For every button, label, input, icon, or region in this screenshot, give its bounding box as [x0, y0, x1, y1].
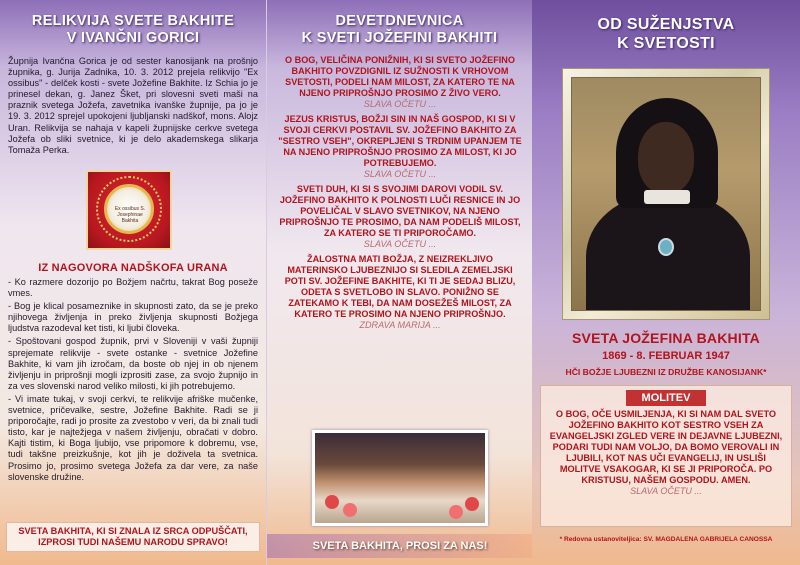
list-item: - Bog je klical posameznike in skupnosti zato, da se je preko njihovega življenja in preko življenja skupnosti Božjega ljudstva razodeval ket tisti, ki ljubi človeka.: [8, 301, 258, 334]
prayer-text: O BOG, VELIČINA PONIŽNIH, KI SI SVETO JOŽEFINO BAKHITO POVZDIGNIL IZ SUŽNOSTI K VRHOVOM SVETOSTI, PODELI NAM MILOST, ZA KATERO TE NA NJENO PRIPROŠNJO PROSIMO Z ŽIVO VERO.: [285, 55, 515, 98]
prayer-refrain: SLAVA OČETU ...: [363, 239, 437, 249]
novena-prayers: [277, 55, 523, 335]
title-line-2: K SVETI JOŽEFINI BAKHITI: [301, 30, 498, 46]
portrait-collar: [644, 190, 690, 204]
title-line-1: OD SUŽENJSTVA: [597, 16, 735, 33]
founder-footnote: * Redovna ustanoviteljica: SV. MAGDALENA GABRIJELA CANOSSA: [559, 536, 773, 543]
portrait-face: [638, 122, 694, 194]
panel-relic-title: [0, 13, 266, 47]
panel-novena-title: [267, 13, 532, 47]
prayer-block: [277, 114, 523, 180]
medal-icon: [658, 238, 674, 256]
prayer-refrain: SLAVA OČETU ...: [363, 99, 437, 109]
flower-icon: [343, 503, 357, 517]
title-line-2: K SVETOSTI: [617, 35, 715, 52]
homily-list: [8, 277, 258, 485]
prayer-refrain: SLAVA OČETU ...: [630, 486, 702, 496]
homily-heading: IZ NAGOVORA NADŠKOFA URANA: [38, 262, 228, 274]
flower-icon: [449, 505, 463, 519]
prayer-box: [540, 385, 792, 527]
prayer-box-title: MOLITEV: [626, 390, 706, 406]
title-line-1: RELIKVIJA SVETE BAKHITE: [31, 13, 235, 29]
prayer-text: ŽALOSTNA MATI BOŽJA, Z NEIZREKLJIVO MATERINSKO LJUBEZNIJO SI SLEDILA ZEMELJSKI POTI SV. JOŽEFINE BAKHITE, KI TI JE SEDAJ BLIZU, ODETA S SVETLOBO IN SLAVO. PONIŽNO SE ZATEKAMO K TEBI, DA NAM DOSEŽEŠ MILOST, ZA KATERO TE PROSIMO NA NJENO PRIPROŠNJO.: [284, 254, 516, 319]
portrait-frame: [562, 68, 770, 320]
prayer-box-text: [541, 409, 791, 497]
cover-title: [532, 15, 800, 53]
prayer-text: SVETI DUH, KI SI S SVOJIMI DAROVI VODIL SV. JOŽEFINO BAKHITO K POLNOSTI LUČI RESNICE IN JO POVELIČAL V SLAVO SVETNIKOV, NA NJENO PRIPROŠNJO TE PROSIMO, DA NAM PODELIŠ MILOST, ZA KATERO SE TI PRIPOROČAMO.: [279, 184, 521, 238]
relic-intro-text: Župnija Ivančna Gorica je od sester kanosijank na prošnjo župnika, g. Jurija Zadnika, 10. 3. 2012 prejela relikvijo "Ex ossibus" - delček kosti - svete Jožefine Bakhite. Iz Schia jo je prinesel dekan, g. Janez Šket, pri slovesni sveti maši na praznik svetega Jožefa, zavetnika ivanške župnije, pa jo je 19. 3. 2012 sprejel upokojeni ljubljanski nadškof, mons. Alojz Uran. Relikvija se nahaja v kapeli župnijske cerkve svetega Jožefa ob sliki svetnice, ki je delo akademskega slikarja Tomaža Perka.: [8, 56, 258, 155]
list-item: - Spoštovani gospod župnik, prvi v Sloveniji v vaši župniji sprejemate relikvije - svete ostanke - svetnice Jožefine Bakhite, ki vam jih izročam, da boste ob njej in ob njenem življenju in priprošnji mogli izprositi zase, za svojo župnijo in za ves slovenski narod veliko milosti, ki jih potrebujemo.: [8, 336, 258, 391]
prayer-block: [277, 254, 523, 331]
panel-cover: [532, 0, 800, 565]
flower-icon: [465, 497, 479, 511]
list-item: - Ko razmere dozorijo po Božjem načrtu, takrat Bog poseže vmes.: [8, 277, 258, 299]
list-item: - Vi imate tukaj, v svoji cerkvi, te relikvije afriške mučenke, svetnice, pričevalke, sestre, Jožefine Bakhite. Radi se ji priporočajte, radi jo prosite za zvestobo v veri, da bi znali tudi tisto, kar je najtežjega v našem življenju, obračati v dobro. Kajti tistim, ki Boga ljubijo, vse pripomore k dobremu, vse, tudi takšne preizkušnje, kot jih je doživela ta svetnica. Prosimo jo, prosimo svetega Jožefa za dar vere, za naše slovenske družine.: [8, 393, 258, 482]
prayer-refrain: SLAVA OČETU ...: [363, 169, 437, 179]
prayer-refrain: ZDRAVA MARIJA ...: [359, 320, 441, 330]
relic-image: [86, 170, 172, 250]
saint-portrait: [571, 77, 761, 311]
saint-subtitle: HČI BOŽJE LJUBEZNI IZ DRUŽBE KANOSIJANK*: [565, 367, 767, 377]
relic-label: Ex ossibus S. Josephinae Bakhita: [114, 206, 146, 224]
panel-novena: [266, 0, 532, 565]
novena-footer-invocation: SVETA BAKHITA, PROSI ZA NAS!: [267, 534, 532, 558]
title-line-1: DEVETDNEVNICA: [335, 13, 464, 29]
title-line-2: V IVANČNI GORICI: [66, 30, 200, 46]
prayer-block: [277, 55, 523, 110]
saint-dates: 1869 - 8. FEBRUAR 1947: [602, 350, 730, 362]
saint-name: SVETA JOŽEFINA BAKHITA: [572, 330, 760, 346]
relic-shrine-photo: [312, 430, 488, 526]
prayer-text: O BOG, OČE USMILJENJA, KI SI NAM DAL SVETO JOŽEFINO BAKHITO KOT SESTRO VSEH ZA EVANGELJSKI ZGLED VERE IN DEJAVNE LJUBEZNI, PODARI TUDI NAM VOLJO, DA BOMO VEROVALI IN LJUBILI, KOT NAS UČI EVANGELIJ, IN USLIŠI MOLITVE VSAKOGAR, KI SE JI PRIPOROČA. PO KRISTUSU, NAŠEM GOSPODU. AMEN.: [549, 409, 783, 485]
panel-relic: [0, 0, 266, 565]
relic-footer-invocation: SVETA BAKHITA, KI SI ZNALA IZ SRCA ODPUŠČATI, IZPROSI TUDI NAŠEMU NARODU SPRAVO!: [6, 522, 260, 552]
prayer-block: [277, 184, 523, 250]
prayer-text: JEZUS KRISTUS, BOŽJI SIN IN NAŠ GOSPOD, KI SI V SVOJI CERKVI POSTAVIL SV. JOŽEFINO BAKHITO ZA "SESTRO VSEH", OKREPLJENI S TRDNIM UPANJEM TE NA NJENO PRIPROŠNJO PROSIMO ZA MILOST, KI JO POTREBUJEMO.: [278, 114, 522, 168]
flower-icon: [325, 495, 339, 509]
